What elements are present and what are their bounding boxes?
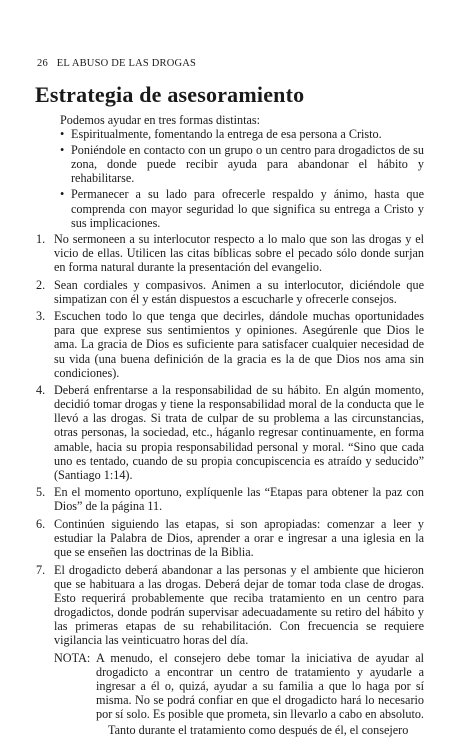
item-text: El drogadicto deberá abandonar a las personas y el ambiente que hicieron que se habituara a las drogas. Deberá dejar de tomar toda clase de drogas. Esto requerirá probablemente que reciba tratamiento en un centro para drogadictos, donde podrán supervisar adecuadamente su retiro del hábito y las primeras etapas de su rehabilitación. Con frecuencia se requiere vigilancia las veinticuatro horas del día. xyxy=(54,562,424,648)
bullet-icon: • xyxy=(60,143,65,158)
list-item xyxy=(36,563,424,648)
bullet-item xyxy=(60,187,424,229)
numbered-list xyxy=(36,232,424,648)
running-header xyxy=(37,58,196,69)
list-item xyxy=(36,517,424,559)
bullet-item xyxy=(60,143,424,185)
item-number: 7. xyxy=(36,562,46,577)
intro-paragraph: Podemos ayudar en tres formas distintas: xyxy=(60,113,261,127)
item-number: 3. xyxy=(36,309,46,324)
bullet-icon: • xyxy=(60,187,65,202)
note-block xyxy=(54,651,424,721)
item-number: 2. xyxy=(36,277,46,292)
list-item xyxy=(36,485,424,513)
item-text: No sermoneen a su interlocutor respecto a lo malo que son las drogas y el vicio de ellas. Utilicen las citas bíblicas sobre el pecado sólo donde surjan en forma natural durante la presentación del evangelio. xyxy=(54,231,424,274)
list-item xyxy=(36,232,424,274)
page-number: 26 xyxy=(37,58,48,69)
note-text: A menudo, el consejero debe tomar la iniciativa de ayudar al drogadicto a encontrar un centro de tratamiento y ayudarle a ingresar a él o, quizá, ayudar a su familia a que lo haga por sí misma. No se podrá confiar en que el drogadicto hará lo necesario por sí solo. Es posible que prometa, sin llevarlo a cabo en absoluto. xyxy=(96,650,424,722)
bullet-text: Permanecer a su lado para ofrecerle respaldo y ánimo, hasta que comprenda con mayor seguridad lo que significa su entrega a Cristo y sus implicaciones. xyxy=(71,187,424,230)
item-text: Continúen siguiendo las etapas, si son apropiadas: comenzar a leer y estudiar la Palabra de Dios, aprender a orar e ingresar a una iglesia en la que se enseñen las doctrinas de la Biblia. xyxy=(54,517,424,560)
note-label: NOTA: xyxy=(54,650,91,665)
bullet-text: Poniéndole en contacto con un grupo o un centro para drogadictos de su zona, donde puede recibir ayuda para abandonar el hábito y rehabilitarse. xyxy=(71,143,424,186)
list-item xyxy=(36,278,424,306)
item-text: Sean cordiales y compasivos. Animen a su interlocutor, diciéndole que simpatizan con él y están dispuestos a escucharle y ofrecerle consejos. xyxy=(54,277,424,306)
body-text xyxy=(36,113,424,737)
bullet-item xyxy=(60,127,424,141)
note-continuation: Tanto durante el tratamiento como después de él, el consejero xyxy=(108,723,409,737)
item-number: 6. xyxy=(36,517,46,532)
item-text: Deberá enfrentarse a la responsabilidad de su hábito. En algún momento, decidió tomar drogas y tiene la responsabilidad moral de la conducta que le llevó a las drogas. Si trata de culpar de su problema a las circunstancias, otras personas, la sociedad, etc., háganlo regresar continuamente, en forma amable, hacia su propia responsabilidad personal y moral. “Sino que cada uno es tentado, cuando de su propia concupiscencia es atraído y seducido” (Santiago 1:14). xyxy=(54,383,424,482)
section-title: Estrategia de asesoramiento xyxy=(35,82,305,107)
item-number: 4. xyxy=(36,383,46,398)
item-text: En el momento oportuno, explíquenle las “Etapas para obtener la paz con Dios” de la página 11. xyxy=(54,485,424,514)
bullet-text: Espiritualmente, fomentando la entrega de esa persona a Cristo. xyxy=(71,127,382,142)
bullet-list xyxy=(60,127,424,230)
list-item xyxy=(36,383,424,482)
list-item xyxy=(36,309,424,379)
item-number: 1. xyxy=(36,231,46,246)
running-title: EL ABUSO DE LAS DROGAS xyxy=(56,58,197,69)
item-text: Escuchen todo lo que tenga que decirles, dándole muchas oportunidades para que exprese sus sentimientos y opiniones. Asegúrenle que Dios le ama. La gracia de Dios es suficiente para satisfacer cualquier necesidad de su vida (una buena definición de la gracia es la de que Dios nos ama sin condiciones). xyxy=(54,309,424,380)
bullet-icon: • xyxy=(60,127,65,142)
item-number: 5. xyxy=(36,485,46,500)
